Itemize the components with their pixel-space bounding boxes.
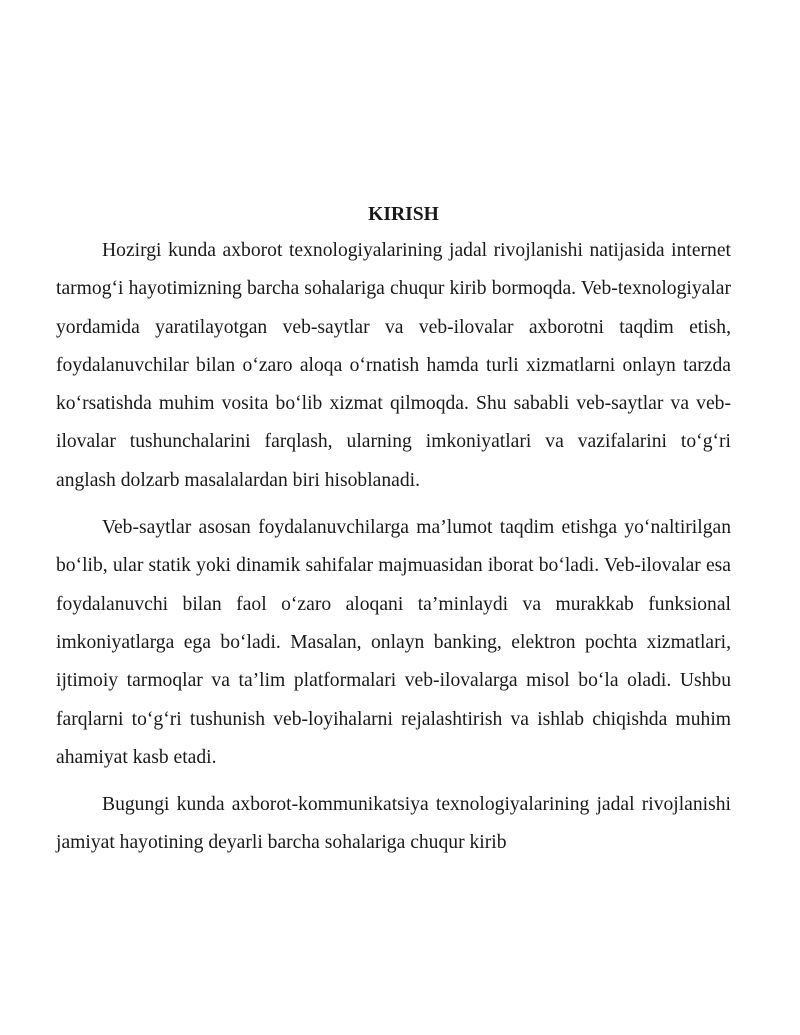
document-body	[56, 200, 731, 863]
section-heading: KIRISH	[368, 204, 439, 225]
paragraph-ict-development: Bugungi kunda axborot-kommunikatsiya texnologiyalarining jadal rivojlanishi jamiyat hayotining deyarli barcha sohalariga chuqur kirib	[56, 794, 731, 854]
paragraph-intro: Hozirgi kunda axborot texnologiyalarining jadal rivojlanishi natijasida internet tarmog‘i hayotimizning barcha sohalariga chuqur kirib bormoqda. Veb-texnologiyalar yordamida yaratilayotgan veb-saytlar va veb-ilovalar axborotni taqdim etish, foydalanuvchilar bilan o‘zaro aloqa o‘rnatish hamda turli xizmatlarni onlayn tarzda ko‘rsatishda muhim vosita bo‘lib xizmat qilmoqda. Shu sababli veb-saytlar va veb-ilovalar tushunchalarini farqlash, ularning imkoniyatlari va vazifalarini to‘g‘ri anglash dolzarb masalalardan biri hisoblanadi.	[56, 240, 731, 491]
paragraph-websites-vs-webapps: Veb-saytlar asosan foydalanuvchilarga ma’lumot taqdim etishga yo‘naltirilgan bo‘lib, ular statik yoki dinamik sahifalar majmuasidan iborat bo‘ladi. Veb-ilovalar esa foydalanuvchi bilan faol o‘zaro aloqani ta’minlaydi va murakkab funksional imkoniyatlarga ega bo‘ladi. Masalan, onlayn banking, elektron pochta xizmatlari, ijtimoiy tarmoqlar va ta’lim platformalari veb-ilovalarga misol bo‘la oladi. Ushbu farqlarni to‘g‘ri tushunish veb-loyihalarni rejalashtirish va ishlab chiqishda muhim ahamiyat kasb etadi.	[56, 517, 731, 768]
